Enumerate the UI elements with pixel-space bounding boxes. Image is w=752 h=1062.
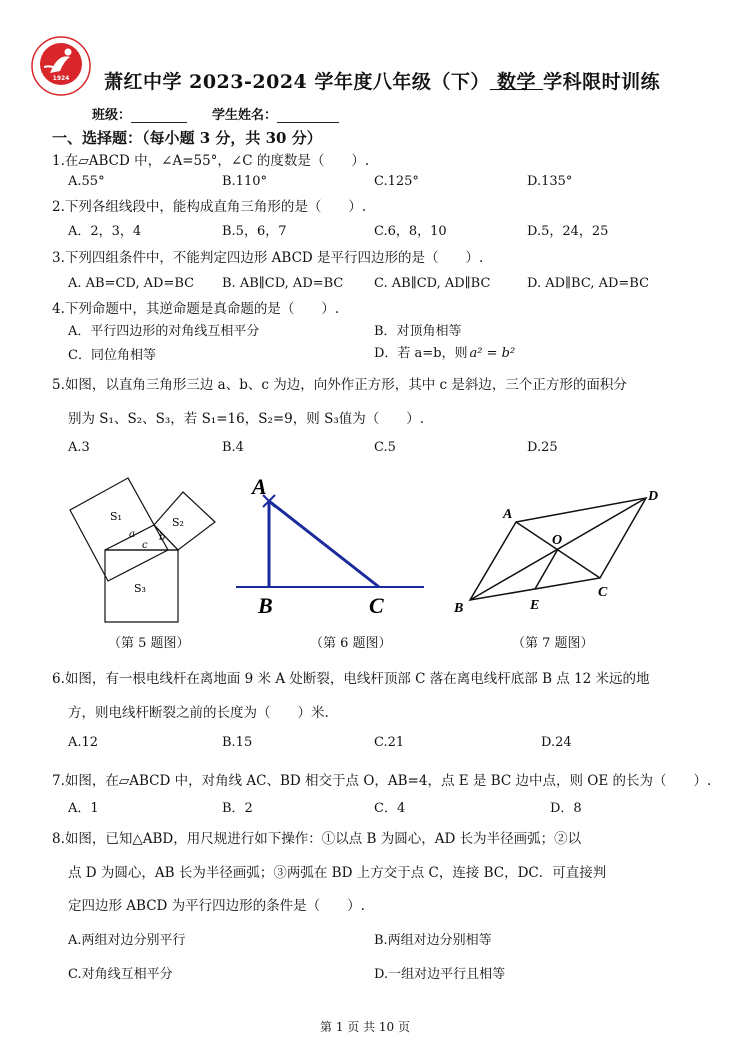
question-6-option-c[interactable]: C.21 xyxy=(374,735,405,750)
question-6-option-a[interactable]: A.12 xyxy=(68,735,99,750)
question-1-option-a[interactable]: A.55° xyxy=(68,174,105,189)
question-2-option-c[interactable]: C.6，8，10 xyxy=(374,224,447,239)
question-4-option-b[interactable]: B．对顶角相等 xyxy=(374,324,462,339)
question-3-option-a[interactable]: A. AB=CD, AD=BC xyxy=(68,276,195,291)
question-5-stem-line1: 5.如图，以直角三角形三边 a、b、c 为边，向外作正方形，其中 c 是斜边，三个正方形的面积分 xyxy=(52,377,627,393)
question-3-option-b[interactable]: B. AB∥CD, AD=BC xyxy=(222,276,344,291)
question-8-option-d[interactable]: D.一组对边平行且相等 xyxy=(374,967,506,982)
question-4-formula: a² = b² xyxy=(469,346,516,361)
page-title xyxy=(104,67,660,94)
label-c: c xyxy=(142,540,148,551)
question-6-stem-line2: 方，则电线杆断裂之前的长度为（ ）米. xyxy=(68,705,329,721)
school-logo xyxy=(30,35,92,97)
name-field xyxy=(212,104,339,123)
class-blank[interactable] xyxy=(131,108,187,123)
label-a: a xyxy=(129,529,135,540)
question-6-stem-line1: 6.如图，有一根电线杆在离地面 9 米 A 处断裂，电线杆顶部 C 落在离电线杆底部 B 点 12 米远的地 xyxy=(52,671,650,687)
question-6-option-d[interactable]: D.24 xyxy=(541,735,572,750)
figure-7-caption: （第 7 题图） xyxy=(512,636,594,651)
class-label: 班级： xyxy=(92,108,132,123)
question-4-option-d-text: D．若 a=b，则 xyxy=(374,346,468,361)
label-b: B xyxy=(454,601,464,616)
question-4-stem: 4.下列命题中，其逆命题是真命题的是（ ）. xyxy=(52,301,340,317)
question-6-option-b[interactable]: B.15 xyxy=(222,735,253,750)
question-7-option-a[interactable]: A．1 xyxy=(68,801,99,816)
question-4-option-c[interactable]: C．同位角相等 xyxy=(68,348,156,363)
question-4-option-d[interactable] xyxy=(374,342,515,361)
question-8-option-a[interactable]: A.两组对边分别平行 xyxy=(68,933,186,948)
label-e: E xyxy=(530,598,540,613)
question-7-stem: 7.如图，在▱ABCD 中，对角线 AC、BD 相交于点 O，AB=4，点 E 是 BC 边中点，则 OE 的长为（ ）. xyxy=(52,773,712,789)
question-8-option-c[interactable]: C.对角线互相平分 xyxy=(68,967,173,982)
square-s1 xyxy=(70,478,168,581)
figure-5 xyxy=(60,470,240,630)
question-8-stem-line1: 8.如图，已知△ABD，用尺规进行如下操作：①以点 B 为圆心，AD 长为半径画弧；②以 xyxy=(52,831,582,847)
broken-ac xyxy=(269,501,379,587)
label-b: b xyxy=(159,532,166,543)
question-7-option-d[interactable]: D．8 xyxy=(550,801,582,816)
figure-7 xyxy=(448,480,678,620)
label-s1: S₁ xyxy=(110,510,122,523)
question-5-option-b[interactable]: B.4 xyxy=(222,440,244,455)
label-s3: S₃ xyxy=(134,582,146,595)
label-a: A xyxy=(503,507,513,522)
question-5-stem-line2: 别为 S₁、S₂、S₃，若 S₁=16，S₂=9，则 S₃值为（ ）. xyxy=(68,411,425,427)
question-2-option-d[interactable]: D.5，24，25 xyxy=(527,224,609,239)
label-d: D xyxy=(648,489,659,504)
question-3-option-d[interactable]: D. AD∥BC, AD=BC xyxy=(527,276,650,291)
question-7-option-b[interactable]: B．2 xyxy=(222,801,253,816)
question-2-stem: 2.下列各组线段中，能构成直角三角形的是（ ）. xyxy=(52,199,367,215)
question-5-option-a[interactable]: A.3 xyxy=(68,440,90,455)
svg-text:1924: 1924 xyxy=(52,75,70,82)
question-1-option-c[interactable]: C.125° xyxy=(374,174,419,189)
section-heading: 一、选择题：（每小题 3 分，共 30 分） xyxy=(52,129,322,147)
question-2-option-b[interactable]: B.5，6，7 xyxy=(222,224,287,239)
title-suffix: 学科限时训练 xyxy=(543,71,661,93)
figure-5-caption: （第 5 题图） xyxy=(108,636,190,651)
question-2-option-a[interactable]: A．2，3，4 xyxy=(68,224,142,239)
title-prefix: 萧红中学 2023-2024 学年度八年级（下） xyxy=(104,71,490,93)
question-7-option-c[interactable]: C．4 xyxy=(374,801,406,816)
question-1-stem: 1.在▱ABCD 中，∠A=55°，∠C 的度数是（ ）. xyxy=(52,153,370,169)
label-o: O xyxy=(552,533,563,548)
question-8-stem-line3: 定四边形 ABCD 为平行四边形的条件是（ ）. xyxy=(68,898,365,914)
page-footer: 第 1 页 共 10 页 xyxy=(320,1020,410,1034)
question-8-stem-line2: 点 D 为圆心，AB 长为半径画弧；③两弧在 BD 上方交于点 C，连接 BC，DC．可直接判 xyxy=(68,865,607,881)
question-4-option-a[interactable]: A．平行四边形的对角线互相平分 xyxy=(68,324,260,339)
question-5-option-c[interactable]: C.5 xyxy=(374,440,396,455)
figure-6-caption: （第 6 题图） xyxy=(310,636,392,651)
class-field xyxy=(92,104,187,123)
label-c: C xyxy=(598,585,608,600)
figure-6 xyxy=(230,470,430,620)
label-s2: S₂ xyxy=(172,516,184,529)
label-c: C xyxy=(369,593,384,618)
question-3-option-c[interactable]: C. AB∥CD, AD∥BC xyxy=(374,276,491,291)
question-8-option-b[interactable]: B.两组对边分别相等 xyxy=(374,933,492,948)
question-1-option-b[interactable]: B.110° xyxy=(222,174,267,189)
question-3-stem: 3.下列四组条件中，不能判定四边形 ABCD 是平行四边形的是（ ）. xyxy=(52,250,484,266)
question-1-option-d[interactable]: D.135° xyxy=(527,174,573,189)
label-b: B xyxy=(258,593,273,618)
question-5-option-d[interactable]: D.25 xyxy=(527,440,558,455)
student-name-label: 学生姓名： xyxy=(212,108,278,123)
label-a: A xyxy=(252,474,267,499)
title-subject: 数学 xyxy=(497,71,537,93)
student-name-blank[interactable] xyxy=(277,108,339,123)
